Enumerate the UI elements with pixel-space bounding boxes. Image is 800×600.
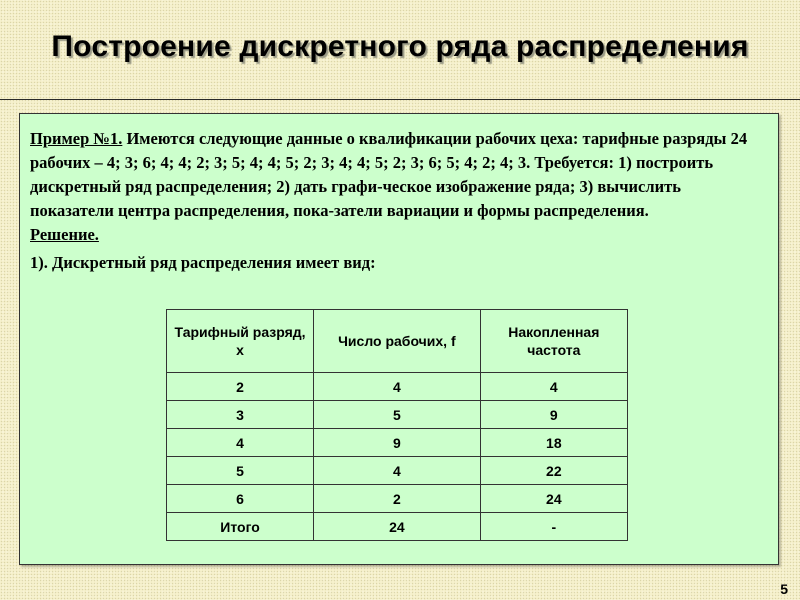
table-total-row bbox=[167, 513, 628, 541]
cell-workers: 4 bbox=[314, 457, 481, 485]
cell-grade: 6 bbox=[167, 485, 314, 513]
slide-title: Построение дискретного ряда распределения bbox=[51, 30, 749, 63]
example-text: Имеются следующие данные о квалификации рабочих цеха: тарифные разряды 24 рабочих – 4; 3; 6; 4; 4; 2; 3; 5; 4; 4; 5; 2; 3; 4; 4; 5; 2; 3; 6; 5; 4; 2; 4; 3. Требуется: 1) построить дискретный ряд распределения; 2) дать графи-ческое изображение ряда; 3) вычислить показатели центра распределения, пока-затели вариации и формы распределения. bbox=[30, 129, 748, 220]
title-divider bbox=[0, 99, 800, 100]
example-label: Пример №1. bbox=[30, 129, 123, 148]
table-row bbox=[167, 429, 628, 457]
cell-workers: 5 bbox=[314, 401, 481, 429]
cell-cumulative: 22 bbox=[480, 457, 627, 485]
content-panel bbox=[19, 113, 779, 565]
table-row bbox=[167, 457, 628, 485]
header-workers: Число рабочих, f bbox=[314, 310, 481, 373]
header-cumulative: Накопленная частота bbox=[480, 310, 627, 373]
cell-cumulative: 24 bbox=[480, 485, 627, 513]
cell-total-cumulative: - bbox=[480, 513, 627, 541]
example-paragraph bbox=[30, 127, 765, 223]
header-grade: Тарифный разряд, х bbox=[167, 310, 314, 373]
example-text-block bbox=[30, 127, 765, 275]
cell-grade: 2 bbox=[167, 373, 314, 401]
cell-workers: 4 bbox=[314, 373, 481, 401]
cell-grade: 5 bbox=[167, 457, 314, 485]
cell-workers: 2 bbox=[314, 485, 481, 513]
cell-workers: 9 bbox=[314, 429, 481, 457]
cell-cumulative: 4 bbox=[480, 373, 627, 401]
page-number: 5 bbox=[780, 581, 788, 597]
cell-cumulative: 9 bbox=[480, 401, 627, 429]
table-row bbox=[167, 373, 628, 401]
distribution-table bbox=[166, 309, 628, 541]
cell-grade: 3 bbox=[167, 401, 314, 429]
cell-cumulative: 18 bbox=[480, 429, 627, 457]
cell-grade: 4 bbox=[167, 429, 314, 457]
solution-label: Решение. bbox=[30, 225, 99, 244]
step-1-text: 1). Дискретный ряд распределения имеет вид: bbox=[30, 253, 376, 272]
table-row bbox=[167, 485, 628, 513]
cell-total-label: Итого bbox=[167, 513, 314, 541]
table-row bbox=[167, 401, 628, 429]
cell-total-workers: 24 bbox=[314, 513, 481, 541]
table-header-row bbox=[167, 310, 628, 373]
